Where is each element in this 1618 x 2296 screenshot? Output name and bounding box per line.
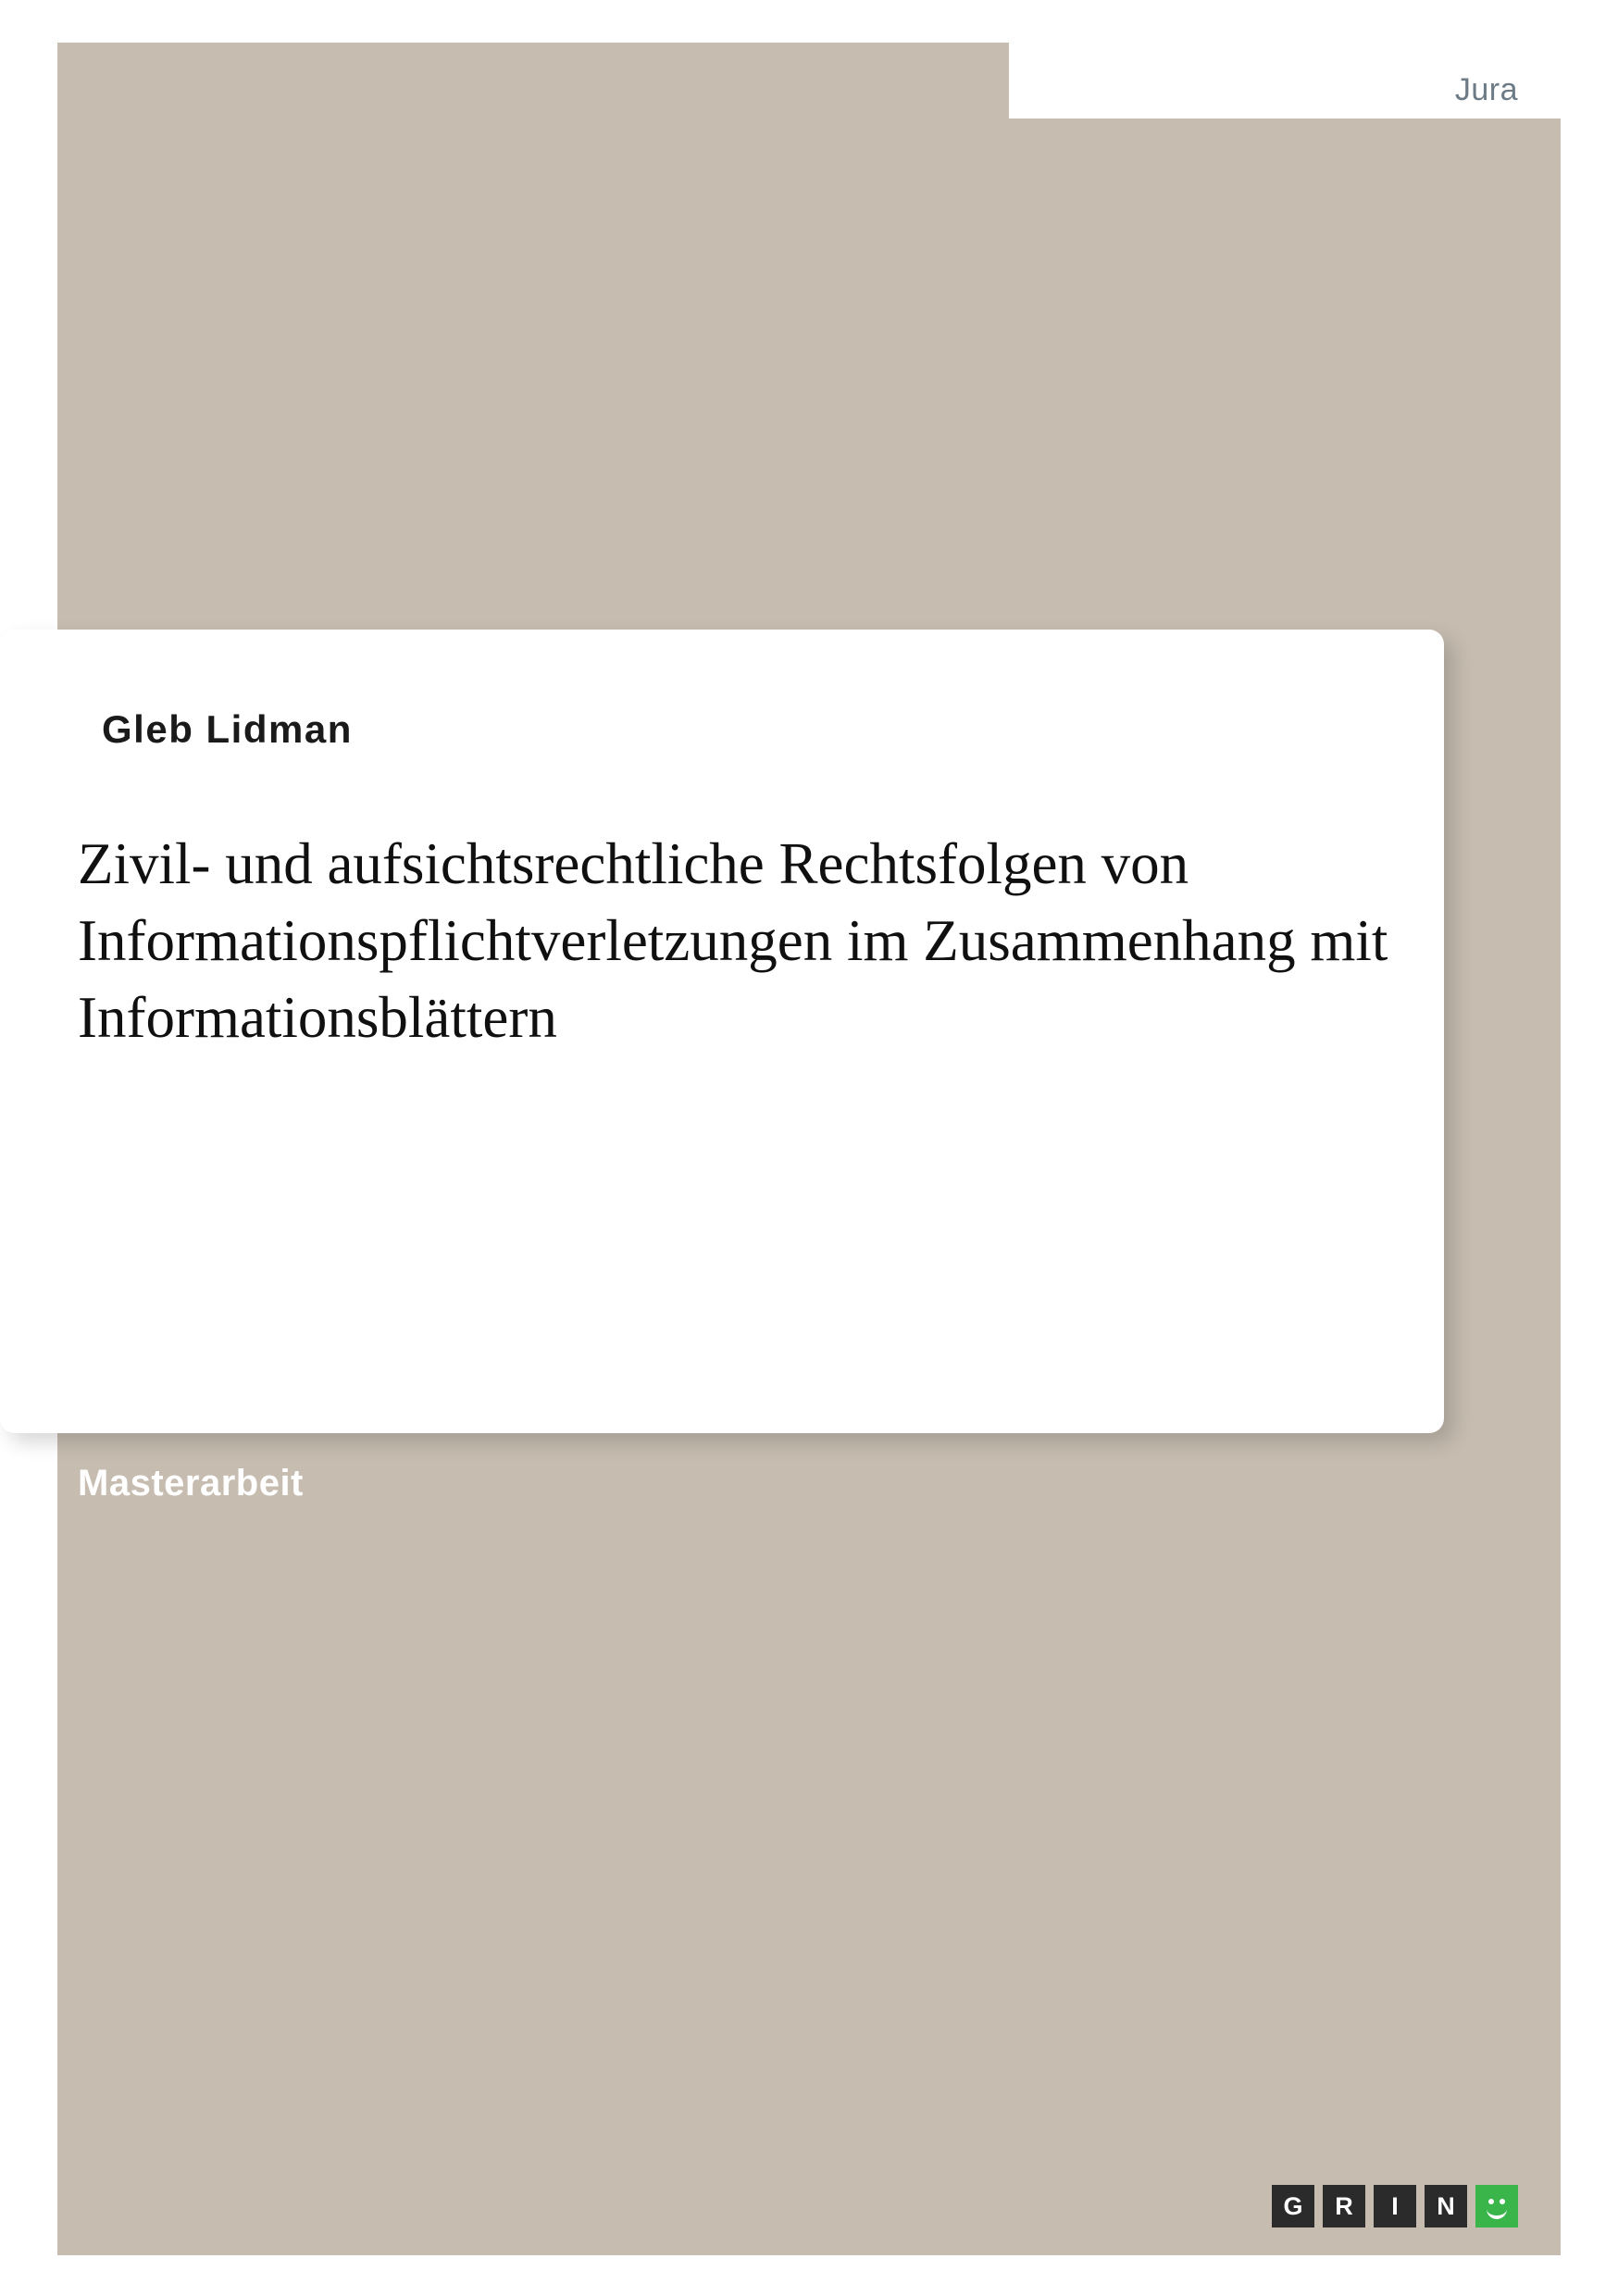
logo-letter-n: N <box>1425 2185 1467 2227</box>
page-title: Zivil- und aufsichtsrechtliche Rechtsfolgen von Informationspflichtverletzungen im Zusammenhang mit Informationsblättern <box>78 831 1388 1051</box>
author-name: Gleb Lidman <box>102 707 353 751</box>
smiley-face-icon <box>1475 2185 1518 2227</box>
logo-letter-r: R <box>1323 2185 1365 2227</box>
grin-logo <box>1272 2185 1518 2227</box>
logo-letter-i: I <box>1374 2185 1416 2227</box>
title-card <box>0 630 1444 1433</box>
logo-letter-g: G <box>1272 2185 1314 2227</box>
document-type-label: Masterarbeit <box>78 1463 304 1504</box>
category-label: Jura <box>1454 72 1518 107</box>
